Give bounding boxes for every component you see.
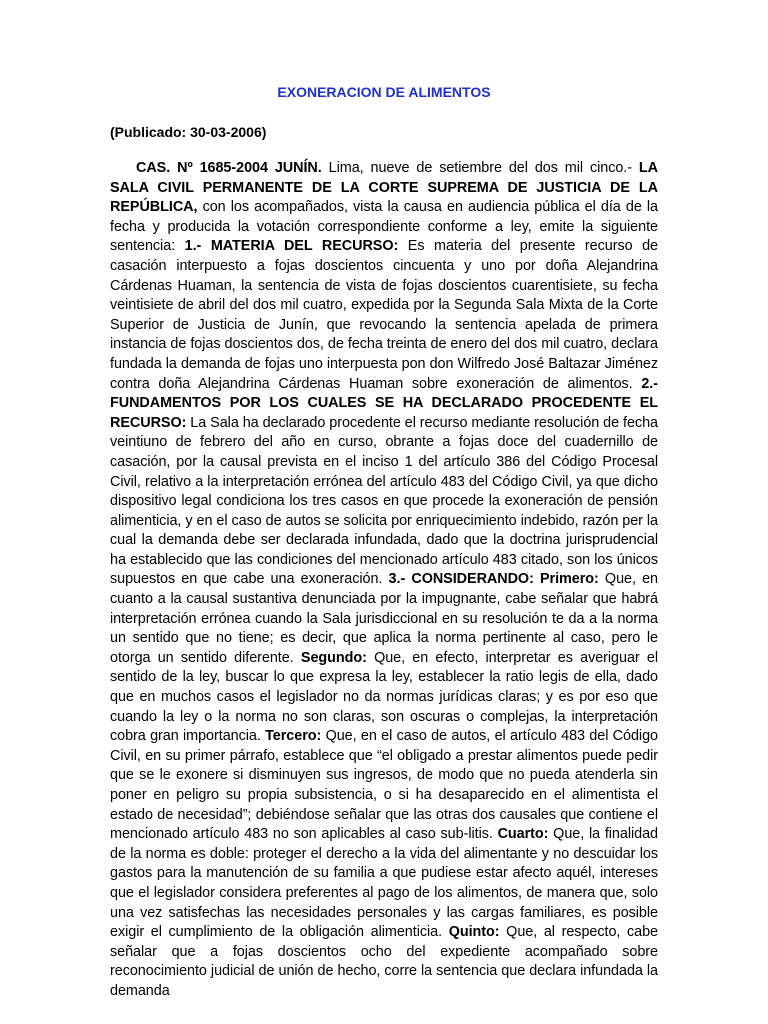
body-segment: La Sala ha declarado procedente el recurso mediante resolución de fecha veintiuno de febrero del año en curso, obrante a fojas doce del cuadernillo de casación, por la causal prevista en el inciso 1 del artículo 386 del Código Procesal Civil, relativo a la interpretación errónea del artículo 483 del Código Civil, ya que dicho dispositivo legal condiciona los tres casos en que procede la exoneración de pensión alimenticia, y en el caso de autos se solicita por enriquecimiento indebido, razón per la cual la demanda debe ser declarada infundada, dado que la doctrina jurisprudencial ha establecido que las condiciones del mencionado artículo 483 citado, son los únicos supuestos en que cabe una exoneración. [110, 414, 658, 588]
court-name: LA SALA CIVIL PERMANENTE DE LA CORTE SUPREMA DE JUSTICIA DE LA REPÚBLICA, [110, 160, 658, 216]
body-segment: Es materia del presente recurso de casación interpuesto a fojas doscientos cincuenta y uno por doña Alejandrina Cárdenas Huaman, la sentencia de vista de fojas doscientos cuarentisiete, su fecha veintisiete de abril del dos mil cuatro, expedida por la Segunda Sala Mixta de la Corte Superior de Justicia de Junín, que revocando la sentencia apelada de primera instancia de fojas doscientos dos, de fecha treinta de enero del dos mil cuatro, declara fundada la demanda de fojas uno interpuesta pon don Wilfredo José Baltazar Jiménez contra doña Alejandrina Cárdenas Huaman sobre exoneración de alimentos. [110, 238, 658, 392]
section-heading-considerando: 3.- CONSIDERANDO: Primero: [388, 571, 599, 588]
document-page [110, 82, 658, 1002]
paragraph-label-segundo: Segundo: [300, 649, 367, 666]
body-segment: Que, al respecto, cabe señalar que a fojas doscientos ocho del expediente acompañado sobre reconocimiento judicial de unión de hecho, corre la sentencia que declara infundada la demanda [110, 924, 659, 999]
publication-date: (Publicado: 30-03-2006) [110, 124, 267, 140]
body-segment: Que, en efecto, interpretar es averiguar el sentido de la ley, buscar lo que expresa la ley, establecer la ratio legis de ella, dado que en muchos casos el legislador no da normas jurídicas claras; y es por eso que cuando la ley o la norma no son claras, son oscuras o complejas, la interpretación cobra gran importancia. [110, 649, 658, 745]
paragraph-label-cuarto: Cuarto: [497, 826, 549, 843]
document-body [110, 159, 658, 1002]
body-segment: con los acompañados, vista la causa en audiencia pública el día de la fecha y producida la votación correspondiente conforme a ley, emite la siguiente sentencia: [110, 199, 658, 255]
case-number: CAS. Nº 1685-2004 JUNÍN. [136, 160, 322, 176]
section-heading-materia: 1.- MATERIA DEL RECURSO: [184, 238, 399, 255]
body-segment: Que, en cuanto a la causal sustantiva denunciada por la impugnante, cabe señalar que habrá interpretación errónea cuando la Sala jurisdiccional en su resolución te da a la norma un sentido que no tiene; es decir, que aplica la norma pertinente al caso, pero le otorga un sentido diferente. [110, 571, 658, 666]
document-title: EXONERACION DE ALIMENTOS [277, 84, 491, 100]
body-segment: Que, en el caso de autos, el artículo 483 del Código Civil, en su primer párrafo, establece que “el obligado a prestar alimentos puede pedir que se le exonere si disminuyen sus ingresos, de modo que no pueda atenderla sin poner en peligro su propia subsistencia, o si ha desaparecido en el alimentista el estado de necesidad”; debiéndose señalar que las otras dos causales que contiene el mencionado artículo 483 no son aplicables al caso sub-litis. [110, 728, 658, 843]
section-heading-fundamentos: 2.- FUNDAMENTOS POR LOS CUALES SE HA DECLARADO PROCEDENTE EL RECURSO: [110, 375, 658, 431]
body-segment: Lima, nueve de setiembre del dos mil cinco.- [321, 160, 639, 176]
paragraph-label-quinto: Quinto: [448, 924, 500, 941]
paragraph-label-tercero: Tercero: [265, 728, 322, 745]
body-segment: Que, la finalidad de la norma es doble: proteger el derecho a la vida del alimentante y no descuidar los gastos para la manutención de su familia a que pudiese estar afecto aquél, intereses que el legislador considera preferentes al pago de los alimentos, de manera que, solo una vez satisfechas las necesidades personales y las cargas familiares, es posible exigir el cumplimiento de la obligación alimenticia. [110, 826, 658, 941]
